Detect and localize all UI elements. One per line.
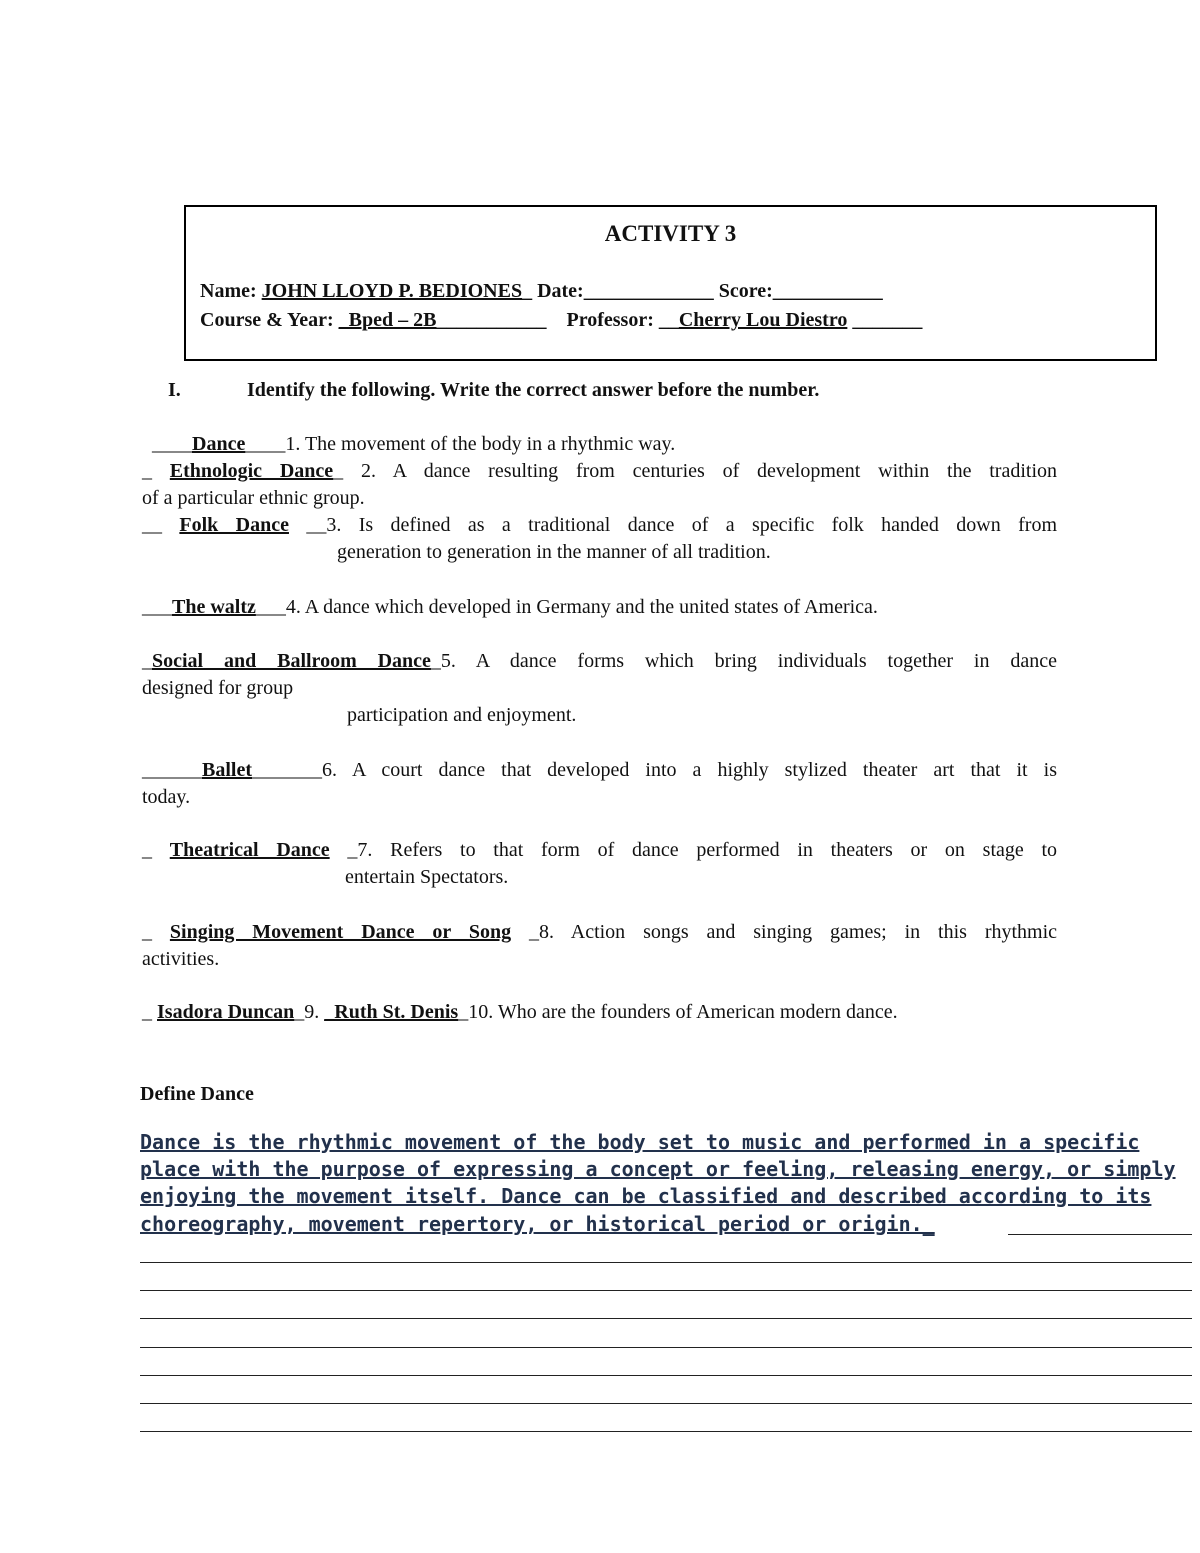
answer-10[interactable]: _Ruth St. Denis — [324, 1001, 459, 1023]
answer-line[interactable] — [140, 1318, 1192, 1319]
date-label: Date: — [537, 280, 584, 302]
name-value[interactable]: JOHN LLOYD P. BEDIONES — [261, 280, 523, 302]
professor-value[interactable]: Cherry Lou Diestro — [678, 309, 848, 331]
score-field[interactable]: ___________ — [772, 280, 883, 302]
professor-blank: _______ — [847, 309, 923, 331]
professor-lead: __ — [658, 309, 679, 331]
question-6: ______Ballet_______6. A court dance that developed into a highly stylized theater art that it is — [142, 759, 1057, 781]
course-blank: ___________ — [436, 309, 547, 331]
question-1: ____Dance____1. The movement of the body in a rhythmic way. — [152, 433, 676, 455]
question-7-cont: entertain Spectators. — [345, 866, 509, 888]
define-answer-line-2[interactable]: place with the purpose of expressing a concept or feeling, releasing energy, or simply — [140, 1157, 1176, 1181]
section-number: I. — [168, 379, 181, 401]
question-3-cont: generation to generation in the manner of all tradition. — [337, 541, 771, 563]
question-3: __ Folk Dance __3. Is defined as a traditional dance of a specific folk handed down from — [142, 514, 1058, 536]
question-8: _ Singing Movement Dance or Song _8. Action songs and singing games; in this rhythmic — [142, 921, 1058, 943]
answer-3[interactable]: Folk Dance — [179, 514, 289, 536]
question-5: _Social and Ballroom Dance_5. A dance forms which bring individuals together in dance — [142, 650, 1057, 672]
answer-2[interactable]: Ethnologic Dance — [169, 460, 334, 482]
answer-line[interactable] — [140, 1290, 1192, 1291]
answer-line[interactable] — [140, 1262, 1192, 1263]
activity-title: ACTIVITY 3 — [604, 221, 737, 246]
question-7: _ Theatrical Dance _7. Refers to that form of dance performed in theaters or on stage to — [142, 839, 1058, 861]
score-label: Score: — [718, 280, 773, 302]
define-heading: Define Dance — [140, 1083, 254, 1105]
question-4: ___The waltz___4. A dance which developed in Germany and the united states of America. — [142, 596, 878, 618]
course-value[interactable]: _Bped – 2B — [338, 309, 437, 331]
answer-1[interactable]: Dance — [192, 433, 246, 455]
question-6-cont: today. — [142, 786, 191, 808]
question-9-10: _ Isadora Duncan_9. _Ruth St. Denis_10. Who are the founders of American modern dance. — [142, 1001, 898, 1023]
section-instruction: Identify the following. Write the correct answer before the number. — [247, 379, 820, 401]
question-2-cont: of a particular ethnic group. — [142, 487, 365, 509]
question-8-cont: activities. — [142, 948, 220, 970]
course-row — [200, 309, 922, 332]
define-answer-line-1[interactable]: Dance is the rhythmic movement of the body set to music and performed in a specific — [140, 1130, 1140, 1154]
question-5-cont2: participation and enjoyment. — [347, 704, 577, 726]
professor-label: Professor: — [566, 309, 654, 331]
answer-4[interactable]: The waltz — [172, 596, 256, 618]
answer-line[interactable] — [140, 1347, 1192, 1348]
name-label: Name: — [200, 280, 257, 302]
name-tail: _ — [522, 280, 533, 302]
question-2: _ Ethnologic Dance_ 2. A dance resulting from centuries of development within the tradition — [142, 460, 1058, 482]
answer-line[interactable] — [140, 1375, 1192, 1376]
question-5-cont: designed for group — [142, 677, 294, 699]
answer-7[interactable]: Theatrical Dance — [169, 839, 330, 861]
answer-6[interactable]: Ballet — [202, 759, 252, 781]
answer-line[interactable] — [140, 1403, 1192, 1404]
answer-5[interactable]: Social and Ballroom Dance — [152, 650, 431, 672]
answer-8[interactable]: Singing Movement Dance or Song — [169, 921, 512, 943]
course-label: Course & Year: — [200, 309, 334, 331]
name-row — [200, 280, 883, 303]
answer-line[interactable] — [140, 1431, 1192, 1432]
define-answer-line-4[interactable]: choreography, movement repertory, or historical period or origin._ — [140, 1212, 935, 1236]
date-field[interactable]: _____________ — [583, 280, 714, 302]
answer-9[interactable]: Isadora Duncan — [157, 1001, 295, 1023]
answer-line-tail[interactable] — [1008, 1234, 1192, 1235]
define-answer-line-3[interactable]: enjoying the movement itself. Dance can be classified and described according to its — [140, 1184, 1152, 1208]
